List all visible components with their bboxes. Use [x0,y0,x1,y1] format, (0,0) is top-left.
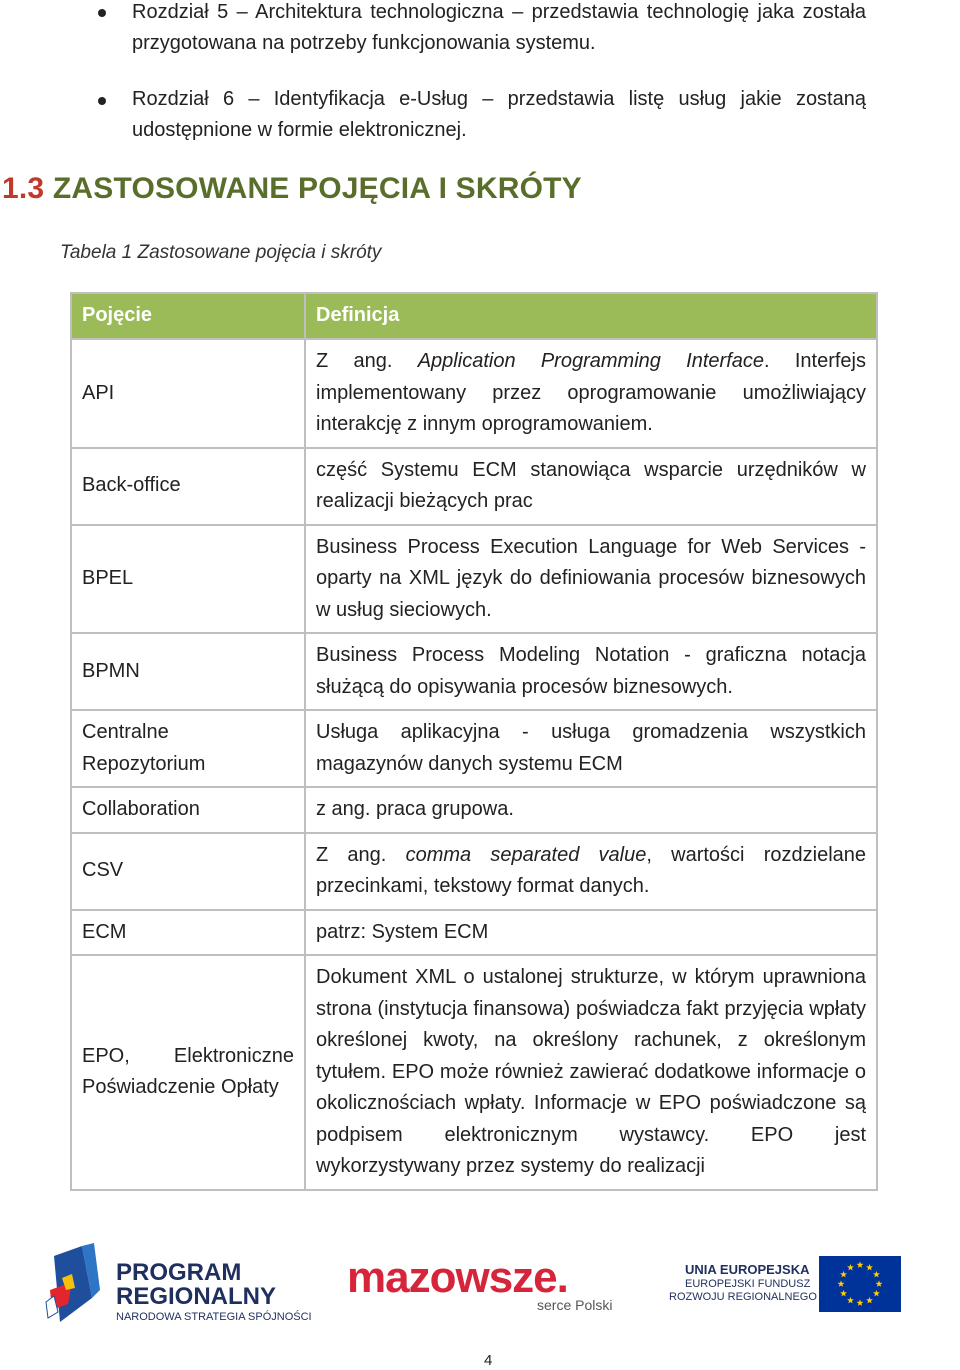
ue-line3: ROZWOJU REGIONALNEGO [669,1291,817,1303]
page-number: 4 [484,1352,493,1369]
definition-cell [305,910,877,956]
bullet-item-chapter-6: Rozdział 6 – Identyfikacja e-Usług – przedstawia listę usług jakie zostaną udostępnione w formie elektronicznej. [132,88,866,141]
table-row [71,525,877,634]
table-row [71,633,877,710]
definition-text: Dokument XML o ustalonej strukturze, w którym uprawniona strona (instytucja finansowa) poświadcza fakt przyjęcia wpłaty określonej kwoty, na określony rachunek, z określonym tytułem. EPO może również zawierać dodatkowe informacje o okolicznościach wpłaty. Informacje w EPO poświadczone są podpisem elektronicznym wystawcy. EPO jest wykorzystywany przez systemy do realizacji [316,966,866,1177]
terms-table [70,292,878,1191]
table-header-row [71,293,877,339]
mazowsze-sub: serce Polski [537,1297,613,1313]
header-definition: Definicja [305,293,877,339]
header-term: Pojęcie [71,293,305,339]
definition-text-end: . Interfejs implementowany przez oprogramowanie umożliwiający interakcję z innym oprogramowaniem. [316,350,866,435]
table-row [71,448,877,525]
bullet-item-chapter-5: Rozdział 5 – Architektura technologiczna – przedstawia technologię jaka została przygotowana na potrzeby funkcjonowania systemu. [132,1,866,54]
term-cell: Centralne Repozytorium [71,710,305,787]
term-cell: Back-office [71,448,305,525]
definition-text: Z ang. [316,350,418,372]
bullet-dot [98,9,106,17]
definition-cell [305,955,877,1190]
mazowsze-wordmark: mazowsze. [347,1253,568,1302]
table-row [71,910,877,956]
mazowsze-heart-icon [345,1250,625,1320]
term-cell: BPMN [71,633,305,710]
definition-italic-text: Application Programming Interface [417,350,764,372]
table-row [71,710,877,787]
program-regionalny-logo [42,1238,312,1330]
term-cell: API [71,339,305,448]
section-heading [2,172,582,206]
term-cell: ECM [71,910,305,956]
program-line2: REGIONALNY [116,1283,277,1310]
definition-cell [305,787,877,833]
definition-text-end: , wartości rozdzielane przecinkami, tekstowy format danych. [316,843,867,897]
definition-cell [305,710,877,787]
section-number: 1.3 [2,172,45,205]
table-row [71,833,877,910]
ue-line2: EUROPEJSKI FUNDUSZ [685,1278,811,1290]
program-line1: PROGRAM [116,1259,242,1286]
mazowsze-logo [345,1250,625,1320]
table-body [71,339,877,1190]
table-row [71,787,877,833]
table-row [71,339,877,448]
bullet-dot [98,97,106,105]
table-row [71,955,877,1190]
eu-logo [665,1252,905,1316]
definition-text: Business Process Execution Language for Web Services - oparty na XML język do definiowania procesów biznesowych w usług sieciowych. [316,535,866,621]
definition-text: część Systemu ECM stanowiąca wsparcie urzędników w realizacji bieżących prac [316,458,866,512]
term-cell: EPO, Elektroniczne Poświadczenie Opłaty [71,955,305,1190]
table-caption: Tabela 1 Zastosowane pojęcia i skróty [60,242,382,263]
section-title: ZASTOSOWANE POJĘCIA I SKRÓTY [52,172,582,205]
definition-text: Usługa aplikacyjna - usługa gromadzenia wszystkich magazynów danych systemu ECM [316,721,866,775]
eu-flag-icon [665,1252,905,1316]
term-cell: Collaboration [71,787,305,833]
term-cell: CSV [71,833,305,910]
definition-cell [305,633,877,710]
definition-text: patrz: System ECM [316,920,489,943]
definition-cell [305,525,877,634]
definition-cell [305,339,877,448]
program-regionalny-emblem-icon [42,1238,312,1330]
definition-text: Z ang. [316,843,406,866]
definition-text: Business Process Modeling Notation - graficzna notacja służącą do opisywania procesów biznesowych. [316,644,866,698]
definition-cell [305,833,877,910]
definition-italic-text: comma separated value [405,843,647,866]
program-sub: NARODOWA STRATEGIA SPÓJNOŚCI [116,1311,312,1323]
ue-line1: UNIA EUROPEJSKA [685,1262,810,1277]
definition-cell [305,448,877,525]
definition-text: z ang. praca grupowa. [316,798,514,820]
term-cell: BPEL [71,525,305,634]
